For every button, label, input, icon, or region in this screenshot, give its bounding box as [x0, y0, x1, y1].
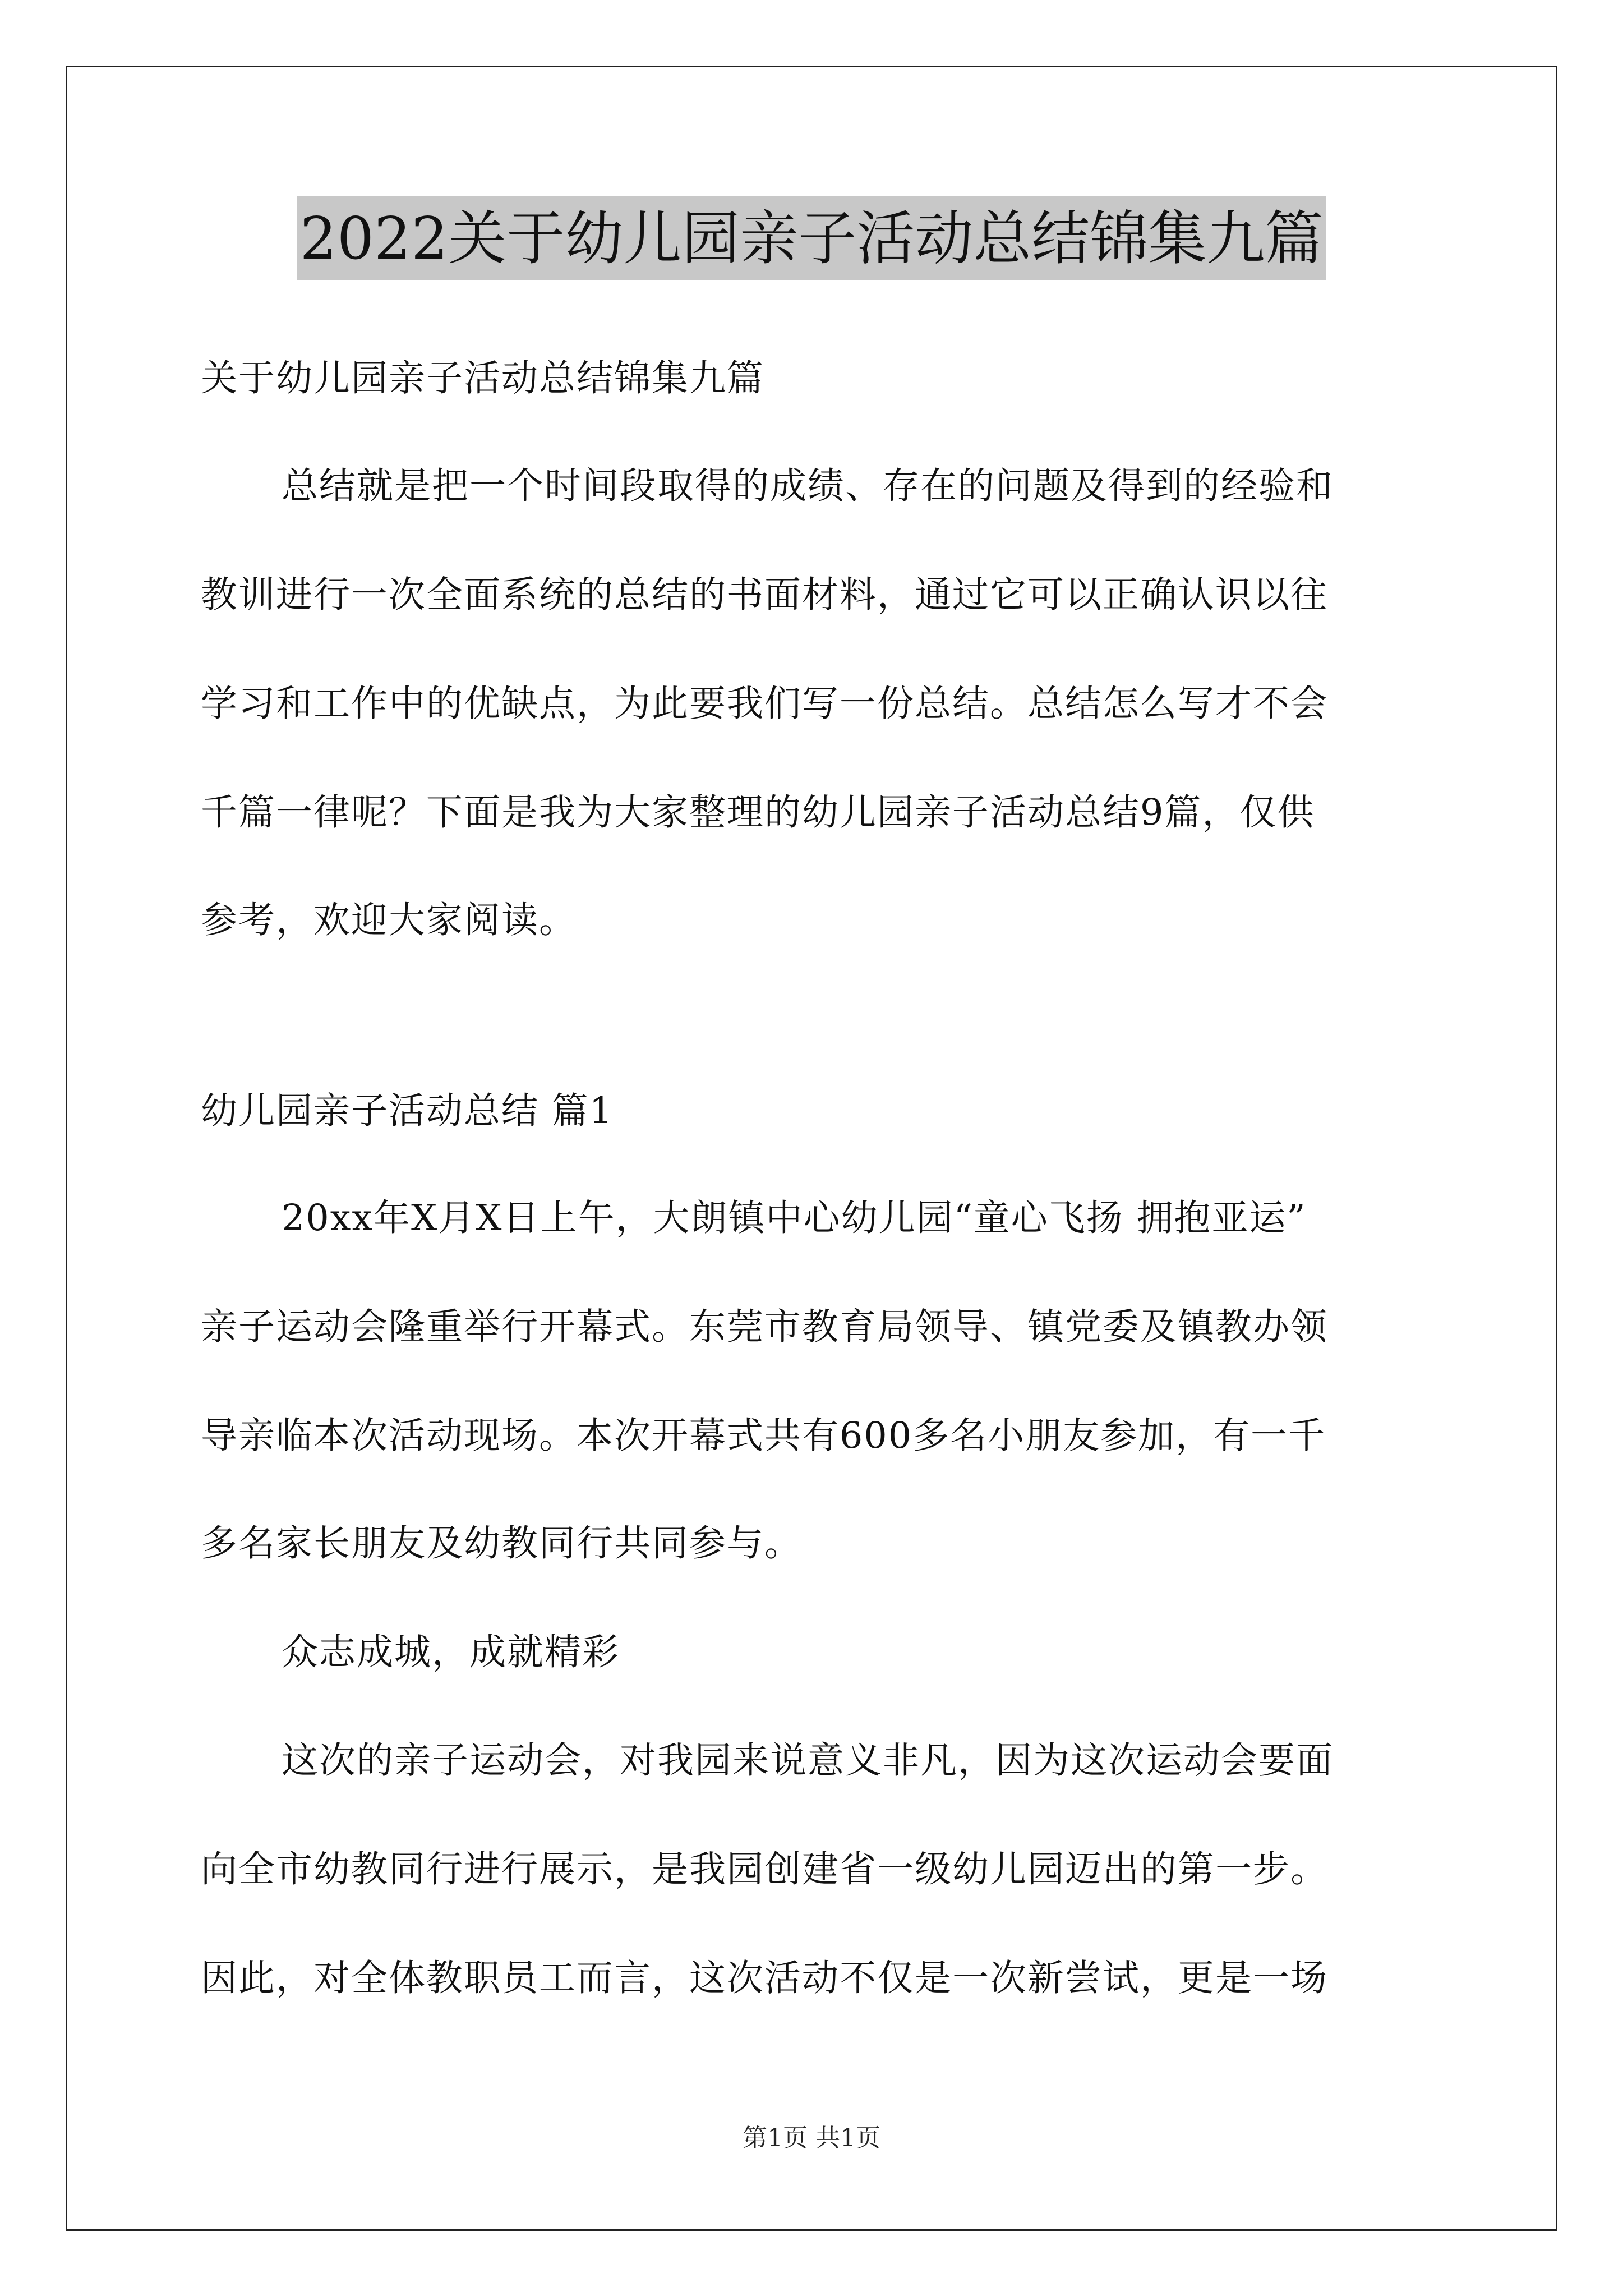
intro-paragraph-line: 千篇一律呢？下面是我为大家整理的幼儿园亲子活动总结9篇，仅供	[201, 792, 1315, 834]
body-paragraph-line: 向全市幼教同行进行展示，是我园创建省一级幼儿园迈出的第一步。	[201, 1848, 1329, 1890]
body-paragraph-line: 这次的亲子运动会，对我园来说意义非凡，因为这次运动会要面	[282, 1740, 1334, 1782]
body-paragraph-line: 因此，对全体教职员工而言，这次活动不仅是一次新尝试，更是一场	[201, 1957, 1329, 1999]
intro-paragraph-line: 参考，欢迎大家阅读。	[201, 899, 577, 941]
document-title: 2022关于幼儿园亲子活动总结锦集九篇	[297, 196, 1327, 280]
page-footer: 第1页 共1页	[743, 2124, 880, 2152]
intro-paragraph-line: 教训进行一次全面系统的总结的书面材料，通过它可以正确认识以往	[201, 574, 1329, 616]
body-paragraph-line: 多名家长朋友及幼教同行共同参与。	[201, 1522, 803, 1565]
intro-paragraph-line: 总结就是把一个时间段取得的成绩、存在的问题及得到的经验和	[282, 465, 1334, 507]
intro-paragraph-line: 学习和工作中的优缺点，为此要我们写一份总结。总结怎么写才不会	[201, 683, 1329, 725]
section-heading: 幼儿园亲子活动总结 篇1	[201, 1090, 614, 1132]
body-paragraph-line: 导亲临本次活动现场。本次开幕式共有600多名小朋友参加，有一千	[201, 1415, 1326, 1457]
body-paragraph-line: 20xx年X月X日上午，大朗镇中心幼儿园“童心飞扬 拥抱亚运”	[282, 1197, 1307, 1239]
document-subtitle: 关于幼儿园亲子活动总结锦集九篇	[201, 357, 765, 399]
title-container	[0, 196, 1623, 280]
body-subheading: 众志成城，成就精彩	[282, 1631, 620, 1673]
body-paragraph-line: 亲子运动会隆重举行开幕式。东莞市教育局领导、镇党委及镇教办领	[201, 1306, 1329, 1348]
